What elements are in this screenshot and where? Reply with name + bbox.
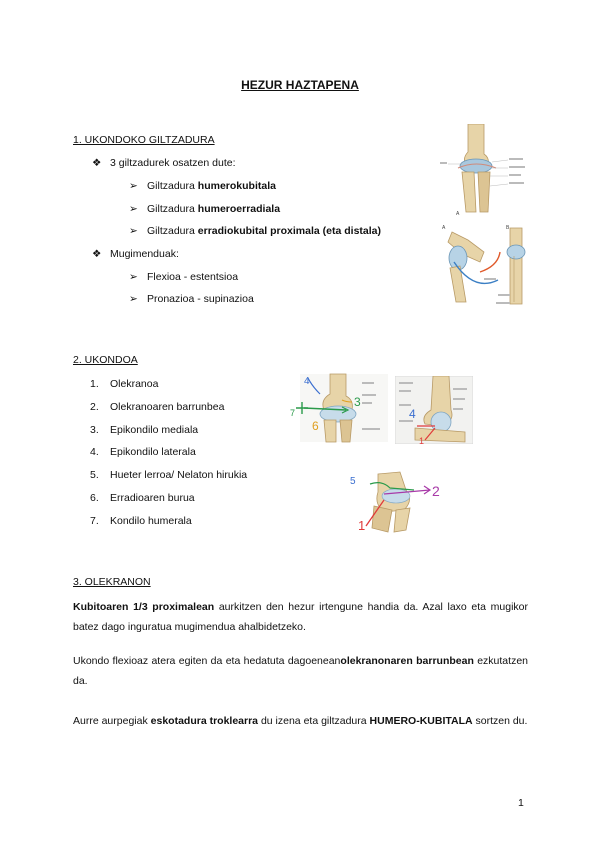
figure-label-b: B [506,225,510,231]
paragraph-3: Aurre aurpegiak eskotadura troklearra du izena eta giltzadura HUMERO-KUBITALA sortzen du. [73,715,528,727]
elbow-annotated-figure-1 [290,372,392,444]
diamond-bullet-icon: ❖ [92,248,102,260]
sub-item-2: ➢ Giltzadura humeroerradiala [129,203,281,215]
figure-label-a: A [456,211,460,216]
sub-item-1: ➢ Giltzadura humerokubitala [129,180,276,192]
handwritten-number: 4 [304,376,310,387]
arrow-bullet-icon: ➢ [129,180,138,192]
list-item: 2. Olekranoaren barrunbea [90,401,225,413]
bullet-item-1: ❖ 3 giltzadurek osatzen dute: [92,157,236,169]
bullet-item-2: ❖ Mugimenduak: [92,248,179,260]
elbow-motion-figure [440,222,530,310]
handwritten-number: 7 [290,408,296,418]
sub-item-3: ➢ Giltzadura erradiokubital proximala (eta distala) [129,225,382,237]
section1-heading: 1. UKONDOKO GILTZADURA [73,134,215,146]
handwritten-number: 1 [358,518,366,533]
arrow-bullet-icon: ➢ [129,271,138,283]
handwritten-number: 3 [354,395,361,409]
arrow-bullet-icon: ➢ [129,293,138,305]
page-title: HEZUR HAZTAPENA [241,78,359,92]
figure-label-a2: A [442,225,446,231]
arrow-bullet-icon: ➢ [129,203,138,215]
list-item: 3. Epikondilo mediala [90,424,199,436]
section3-heading: 3. OLEKRANON [73,576,151,588]
paragraph-1: Kubitoaren 1/3 proximalean aurkitzen den hezur irtengune handia da. Azal laxo eta mugikor batez dago inguratua mugimendua ahalbidetzeko. [73,601,528,633]
handwritten-number: 1 [419,436,425,444]
arrow-bullet-icon: ➢ [129,225,138,237]
diamond-bullet-icon: ❖ [92,157,102,169]
sub-item-4: ➢ Flexioa - estentsioa [129,271,239,283]
handwritten-number: 2 [432,483,440,499]
list-item: 1. Olekranoa [90,378,159,390]
elbow-annotated-figure-3 [344,470,446,534]
paragraph-2: Ukondo flexioaz atera egiten da eta hedatuta dagoeneanolekranonaren barrunbean ezkutatzen da. [73,655,528,687]
page-number: 1 [518,797,524,809]
elbow-annotated-figure-2 [395,376,473,444]
list-item: 7. Kondilo humerala [90,515,192,527]
sub-item-5: ➢ Pronazioa - supinazioa [129,293,254,305]
handwritten-number: 4 [409,407,416,421]
list-item: 5. Hueter lerroa/ Nelaton hirukia [90,469,248,481]
list-item: 4. Epikondilo laterala [90,446,196,458]
elbow-anatomy-figure-a [440,124,528,216]
handwritten-number: 5 [350,476,356,487]
handwritten-number: 6 [312,419,319,433]
list-item: 6. Erradioaren burua [90,492,195,504]
section2-heading: 2. UKONDOA [73,354,138,366]
